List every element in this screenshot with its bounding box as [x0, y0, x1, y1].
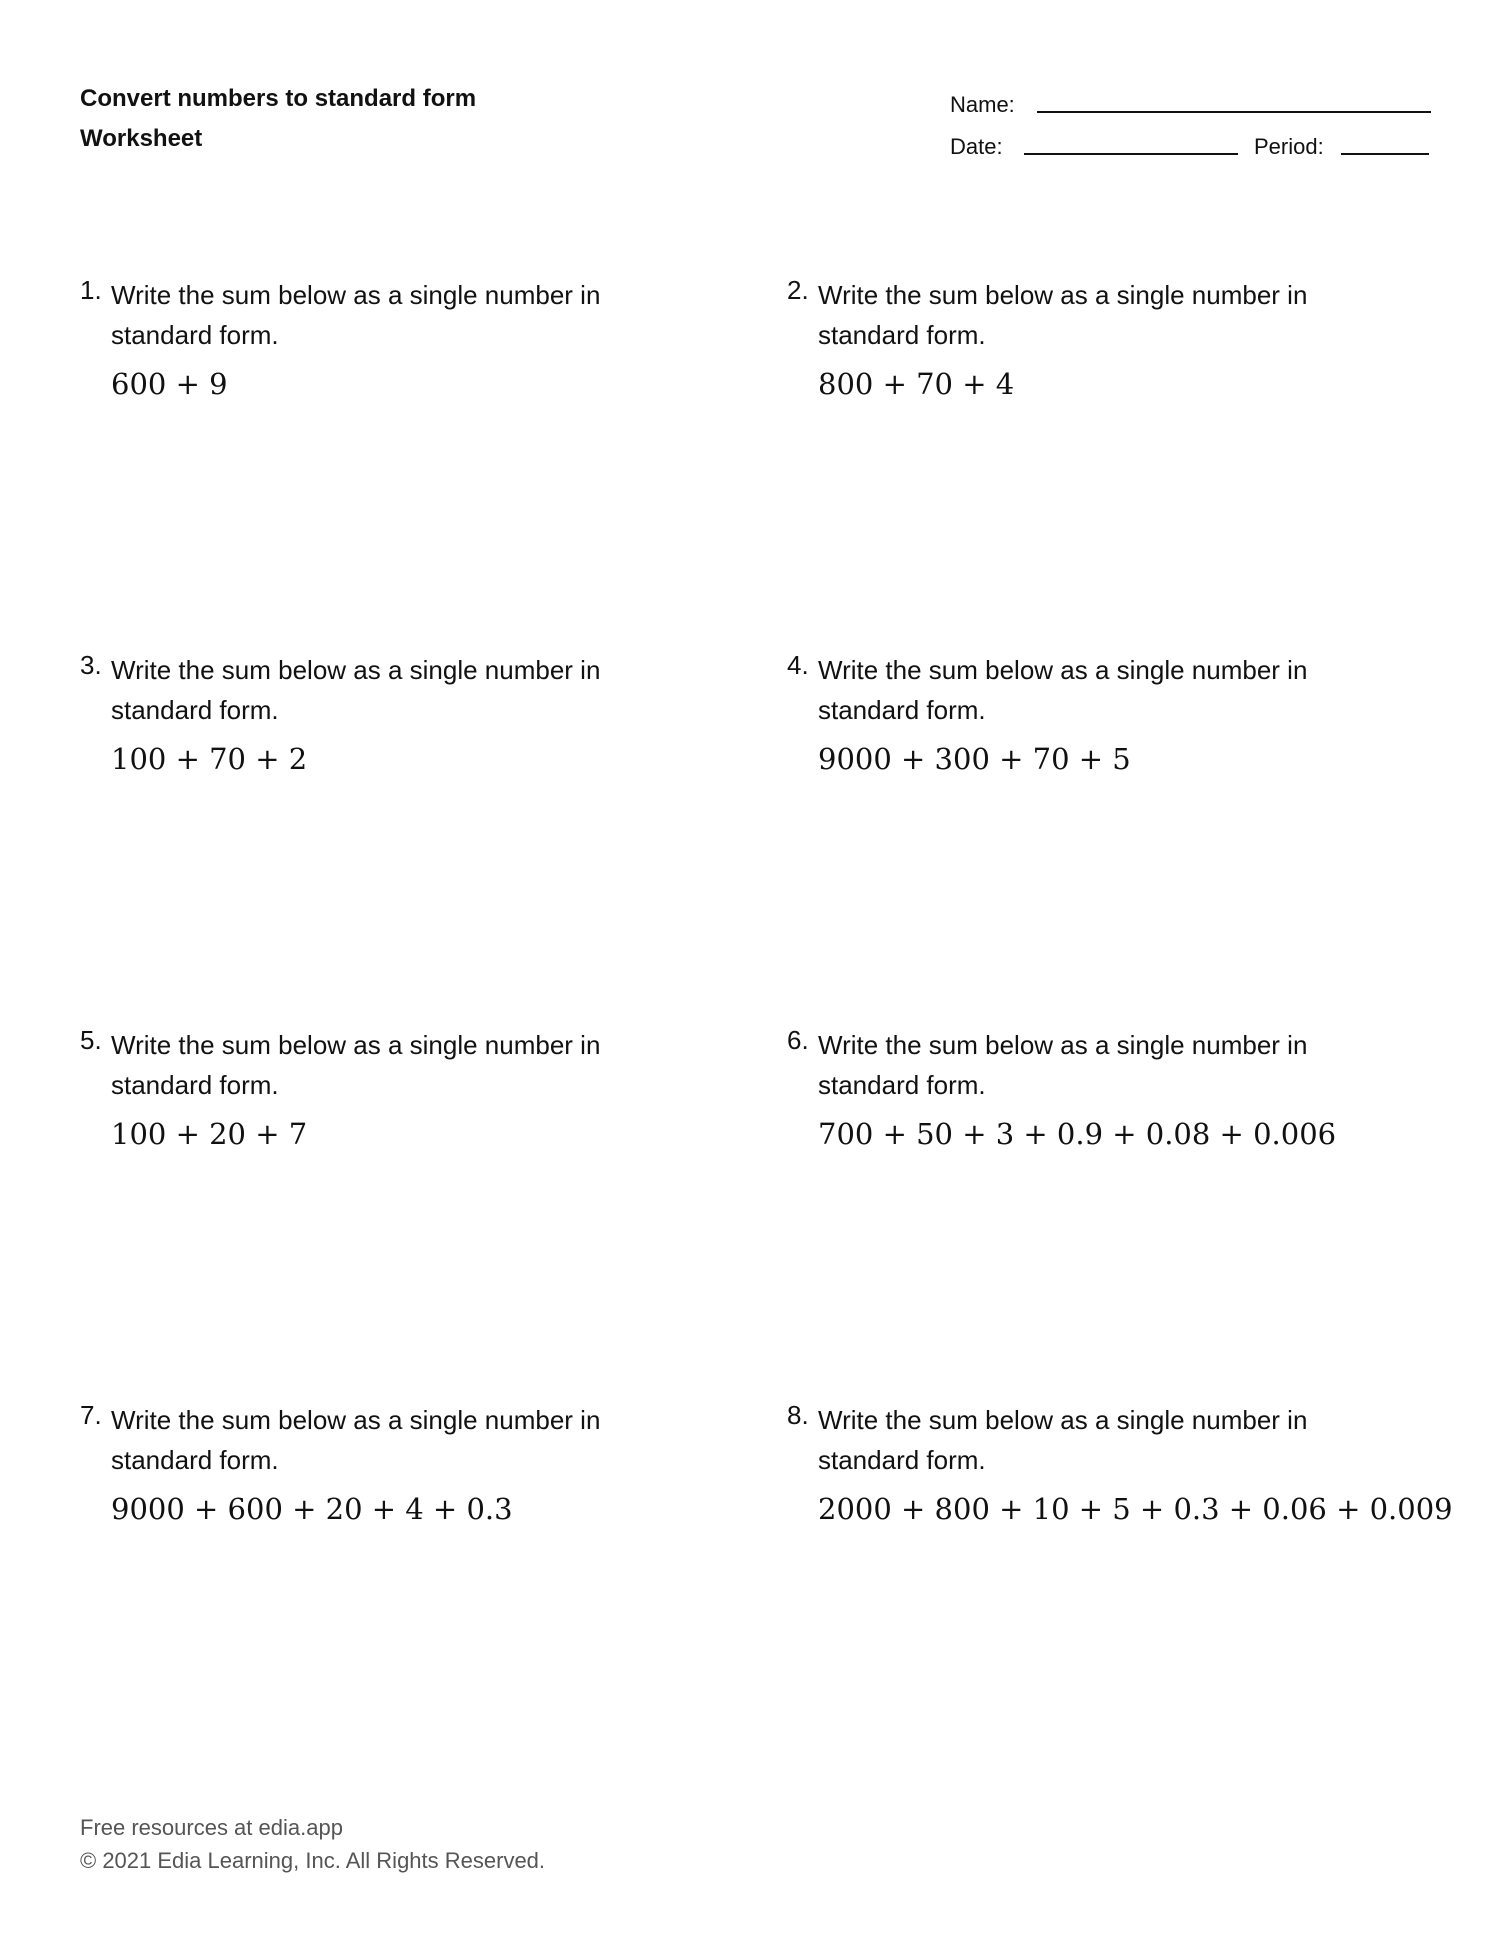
footer-resources: Free resources at edia.app [80, 1815, 343, 1840]
problem-expression: 100 + 70 + 2 [111, 742, 308, 776]
problem-expression: 100 + 20 + 7 [111, 1117, 308, 1151]
problem-number: 7. [80, 1400, 102, 1430]
problem-instruction: Write the sum below as a single number in standard form. [818, 280, 1308, 350]
problem-number: 6. [787, 1025, 809, 1055]
date-field-line[interactable] [1024, 153, 1238, 155]
date-label: Date: [950, 134, 1003, 159]
problem-instruction: Write the sum below as a single number in standard form. [818, 1405, 1308, 1475]
problem-expression: 700 + 50 + 3 + 0.9 + 0.08 + 0.006 [818, 1117, 1337, 1151]
period-field-line[interactable] [1341, 153, 1429, 155]
problem-number: 4. [787, 650, 809, 680]
problem-number: 2. [787, 275, 809, 305]
problem-expression: 9000 + 300 + 70 + 5 [818, 742, 1131, 776]
problem-expression: 2000 + 800 + 10 + 5 + 0.3 + 0.06 + 0.009 [818, 1492, 1453, 1526]
worksheet-subtitle: Worksheet [80, 125, 203, 152]
problem-instruction: Write the sum below as a single number in standard form. [818, 1030, 1308, 1100]
problem-expression: 9000 + 600 + 20 + 4 + 0.3 [111, 1492, 513, 1526]
problem-instruction: Write the sum below as a single number in standard form. [111, 280, 601, 350]
problem-instruction: Write the sum below as a single number in standard form. [111, 655, 601, 725]
problem-instruction: Write the sum below as a single number in standard form. [111, 1405, 601, 1475]
name-field-line[interactable] [1037, 111, 1431, 113]
problem-number: 1. [80, 275, 102, 305]
problem-instruction: Write the sum below as a single number in standard form. [818, 655, 1308, 725]
problem-expression: 600 + 9 [111, 367, 228, 401]
problem-number: 5. [80, 1025, 102, 1055]
footer-copyright: © 2021 Edia Learning, Inc. All Rights Reserved. [80, 1848, 546, 1873]
period-label: Period: [1254, 134, 1324, 159]
worksheet-title: Convert numbers to standard form [80, 85, 477, 112]
name-label: Name: [950, 92, 1015, 117]
problem-number: 8. [787, 1400, 809, 1430]
problem-expression: 800 + 70 + 4 [818, 367, 1015, 401]
problem-instruction: Write the sum below as a single number in standard form. [111, 1030, 601, 1100]
problem-number: 3. [80, 650, 102, 680]
